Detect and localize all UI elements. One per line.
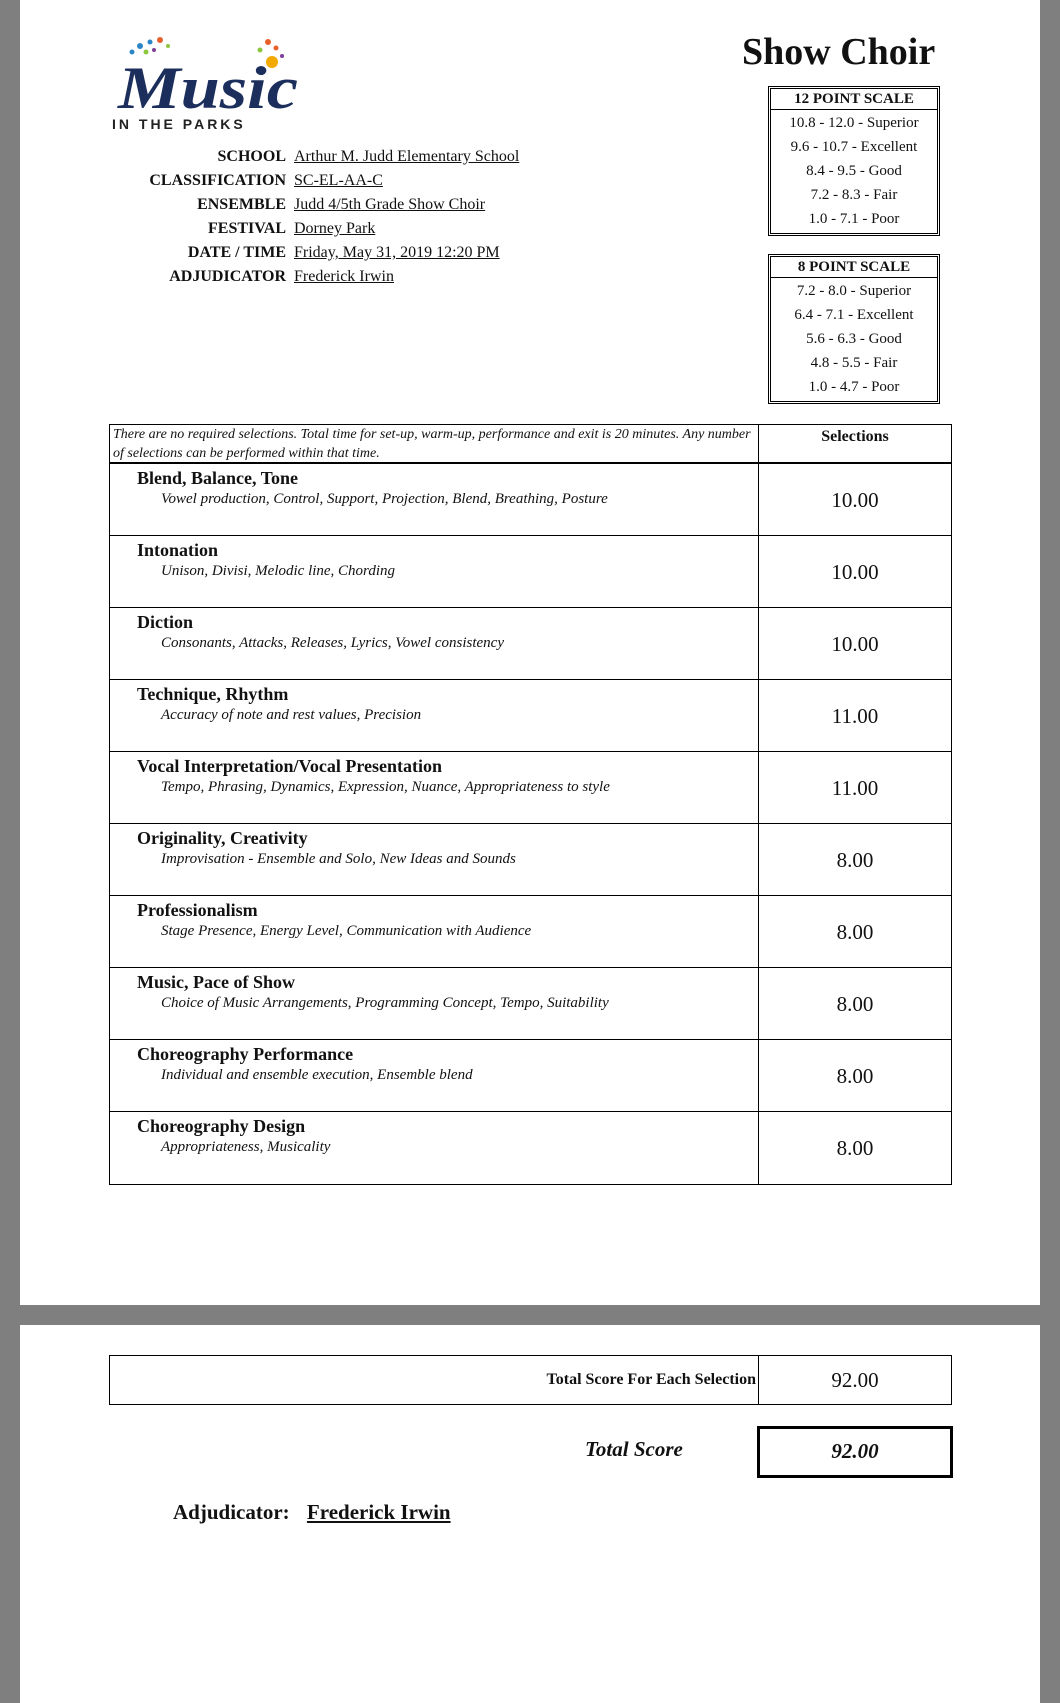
criterion-score: 8.00	[836, 1136, 874, 1160]
criterion-name: Music, Pace of Show	[137, 972, 295, 992]
scale-item: 8.4 - 9.5 - Good	[806, 163, 902, 179]
criterion-name: Technique, Rhythm	[137, 684, 289, 704]
date-time-value: Friday, May 31, 2019 12:20 PM	[294, 244, 500, 261]
ensemble-value: Judd 4/5th Grade Show Choir	[294, 196, 486, 213]
selection-total-box	[109, 1355, 952, 1405]
criterion-score: 10.00	[831, 560, 879, 584]
criterion-description: Unison, Divisi, Melodic line, Chording	[161, 563, 396, 579]
criterion-score: 8.00	[836, 992, 874, 1016]
criterion-name: Professionalism	[137, 900, 258, 920]
info-label: CLASSIFICATION	[149, 172, 286, 189]
adjudicator-value: Frederick Irwin	[294, 268, 394, 285]
criterion-score: 8.00	[836, 848, 874, 872]
criterion-description: Improvisation - Ensemble and Solo, New Ideas and Sounds	[161, 851, 516, 867]
criterion-description: Individual and ensemble execution, Ensemble blend	[161, 1067, 473, 1083]
total-score-label: Total Score	[585, 1437, 683, 1461]
scale-item: 7.2 - 8.3 - Fair	[810, 187, 898, 203]
info-label: ENSEMBLE	[197, 196, 286, 213]
table-row	[110, 464, 951, 536]
info-label: SCHOOL	[217, 148, 286, 165]
classification-value: SC-EL-AA-C	[294, 172, 383, 189]
criterion-description: Appropriateness, Musicality	[161, 1139, 331, 1155]
score-sheet-page-1	[20, 0, 1040, 1305]
criterion-description: Vowel production, Control, Support, Projection, Blend, Breathing, Posture	[161, 491, 608, 507]
criterion-score: 11.00	[831, 776, 879, 800]
selections-column-header: Selections	[821, 428, 889, 445]
scale-item: 9.6 - 10.7 - Excellent	[790, 139, 918, 155]
info-label: ADJUDICATOR	[169, 268, 286, 285]
table-row	[110, 1040, 951, 1112]
eight-point-scale	[768, 254, 940, 404]
twelve-point-scale	[768, 86, 940, 236]
logo-subtitle: IN THE PARKS	[112, 116, 246, 132]
scale-item: 4.8 - 5.5 - Fair	[810, 355, 898, 371]
criterion-score: 8.00	[836, 920, 874, 944]
scale-item: 5.6 - 6.3 - Good	[806, 331, 902, 347]
scale-item: 6.4 - 7.1 - Excellent	[794, 307, 914, 323]
criterion-name: Blend, Balance, Tone	[137, 468, 299, 488]
adjudicator-signature-label: Adjudicator:	[173, 1500, 290, 1524]
criterion-name: Vocal Interpretation/Vocal Presentation	[137, 756, 442, 776]
criterion-name: Diction	[137, 612, 193, 632]
criterion-name: Choreography Performance	[137, 1044, 354, 1064]
school-value: Arthur M. Judd Elementary School	[294, 148, 520, 165]
info-label: DATE / TIME	[187, 244, 286, 261]
page-title: Show Choir	[742, 31, 936, 73]
criterion-name: Originality, Creativity	[137, 828, 308, 848]
criterion-description: Accuracy of note and rest values, Precision	[161, 707, 422, 723]
scale-item: 1.0 - 4.7 - Poor	[808, 379, 900, 395]
scale-title: 12 POINT SCALE	[771, 89, 937, 110]
logo-wordmark: Music	[116, 55, 298, 121]
table-header	[110, 425, 951, 464]
selection-total-label: Total Score For Each Selection	[110, 1356, 759, 1404]
score-sheet-page-2	[20, 1325, 1040, 1703]
criterion-score: 10.00	[831, 488, 879, 512]
selections-note: There are no required selections. Total time for set-up, warm-up, performance and exit is 20 minutes. Any number of selections can be performed within that time.	[110, 425, 759, 462]
scale-title: 8 POINT SCALE	[771, 257, 937, 278]
table-row	[110, 752, 951, 824]
criterion-score: 8.00	[836, 1064, 874, 1088]
table-row	[110, 536, 951, 608]
criteria-table	[109, 424, 952, 1185]
adjudicator-signature-name: Frederick Irwin	[306, 1500, 451, 1524]
criterion-description: Consonants, Attacks, Releases, Lyrics, Vowel consistency	[161, 635, 504, 651]
scale-item: 10.8 - 12.0 - Superior	[789, 115, 919, 131]
table-row	[110, 968, 951, 1040]
table-row	[110, 608, 951, 680]
table-row	[110, 824, 951, 896]
criterion-description: Tempo, Phrasing, Dynamics, Expression, Nuance, Appropriateness to style	[161, 779, 610, 795]
selection-total-value: 92.00	[831, 1368, 879, 1392]
criterion-name: Intonation	[137, 540, 219, 560]
total-score-value: 92.00	[757, 1426, 953, 1478]
table-row	[110, 680, 951, 752]
criterion-description: Choice of Music Arrangements, Programming Concept, Tempo, Suitability	[161, 995, 609, 1011]
scale-item: 1.0 - 7.1 - Poor	[808, 211, 900, 227]
criterion-name: Choreography Design	[137, 1116, 306, 1136]
table-row	[110, 896, 951, 968]
info-label: FESTIVAL	[208, 220, 286, 237]
criterion-score: 10.00	[831, 632, 879, 656]
festival-value: Dorney Park	[294, 220, 376, 237]
table-row	[110, 1112, 951, 1184]
scale-item: 7.2 - 8.0 - Superior	[796, 283, 912, 299]
criterion-description: Stage Presence, Energy Level, Communication with Audience	[161, 923, 532, 939]
adjudicator-signature	[173, 1500, 451, 1525]
criterion-score: 11.00	[831, 704, 879, 728]
